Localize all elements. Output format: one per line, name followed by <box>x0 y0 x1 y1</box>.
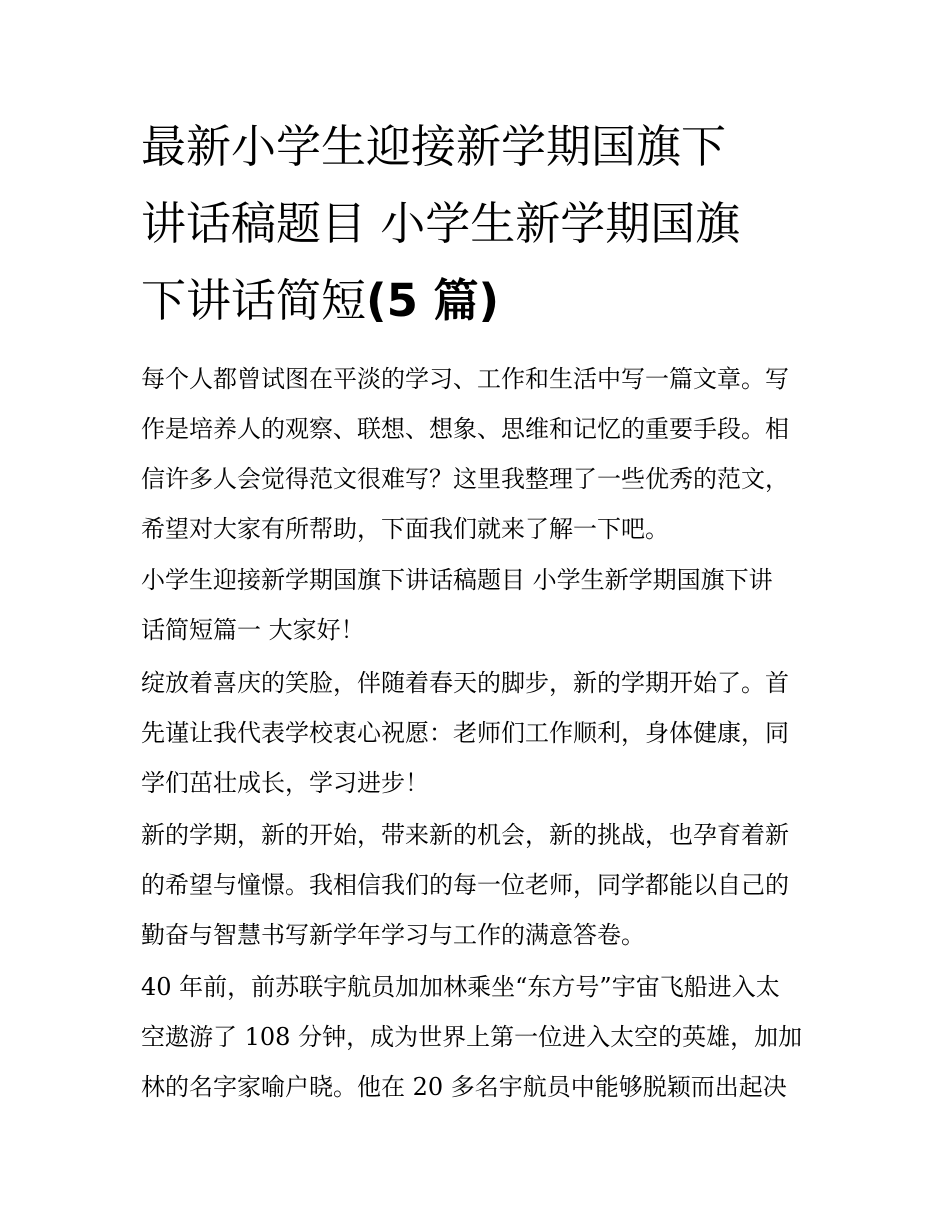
paragraph-line: 学们茁壮成长，学习进步！ <box>141 769 429 797</box>
paragraph-line: 希望对大家有所帮助，下面我们就来了解一下吧。 <box>141 515 669 543</box>
paragraph-line: 先谨让我代表学校衷心祝愿：老师们工作顺利，身体健康，同 <box>141 719 789 747</box>
paragraph-line: 林的名字家喻户晓。他在 20 多名宇航员中能够脱颖而出起决 <box>141 1073 787 1101</box>
paragraph-line: 作是培养人的观察、联想、想象、思维和记忆的重要手段。相 <box>141 415 789 443</box>
paragraph-line: 话简短篇一 大家好！ <box>141 616 365 644</box>
title-line-1: 最新小学生迎接新学期国旗下 <box>141 120 727 173</box>
title-line-2: 讲话稿题目 小学生新学期国旗 <box>141 197 741 250</box>
title-line-3 <box>141 271 831 331</box>
paragraph-line: 绽放着喜庆的笑脸，伴随着春天的脚步，新的学期开始了。首 <box>141 669 789 697</box>
title-count: (5 篇) <box>366 274 500 327</box>
paragraph-line: 小学生迎接新学期国旗下讲话稿题目 小学生新学期国旗下讲 <box>141 566 773 594</box>
paragraph-line: 新的学期，新的开始，带来新的机会，新的挑战，也孕育着新 <box>141 821 789 849</box>
paragraph-line: 40 年前，前苏联宇航员加加林乘坐“东方号”宇宙飞船进入太 <box>141 973 780 1001</box>
paragraph-line: 每个人都曾试图在平淡的学习、工作和生活中写一篇文章。写 <box>141 365 789 393</box>
paragraph-line: 信许多人会觉得范文很难写？这里我整理了一些优秀的范文， <box>141 465 789 493</box>
title-line-3-text: 下讲话简短 <box>141 274 367 327</box>
paragraph-line: 的希望与憧憬。我相信我们的每一位老师，同学都能以自己的 <box>141 871 789 899</box>
paragraph-line: 空遨游了 108 分钟，成为世界上第一位进入太空的英雄，加加 <box>141 1023 803 1051</box>
paragraph-line: 勤奋与智慧书写新学年学习与工作的满意答卷。 <box>141 921 645 949</box>
